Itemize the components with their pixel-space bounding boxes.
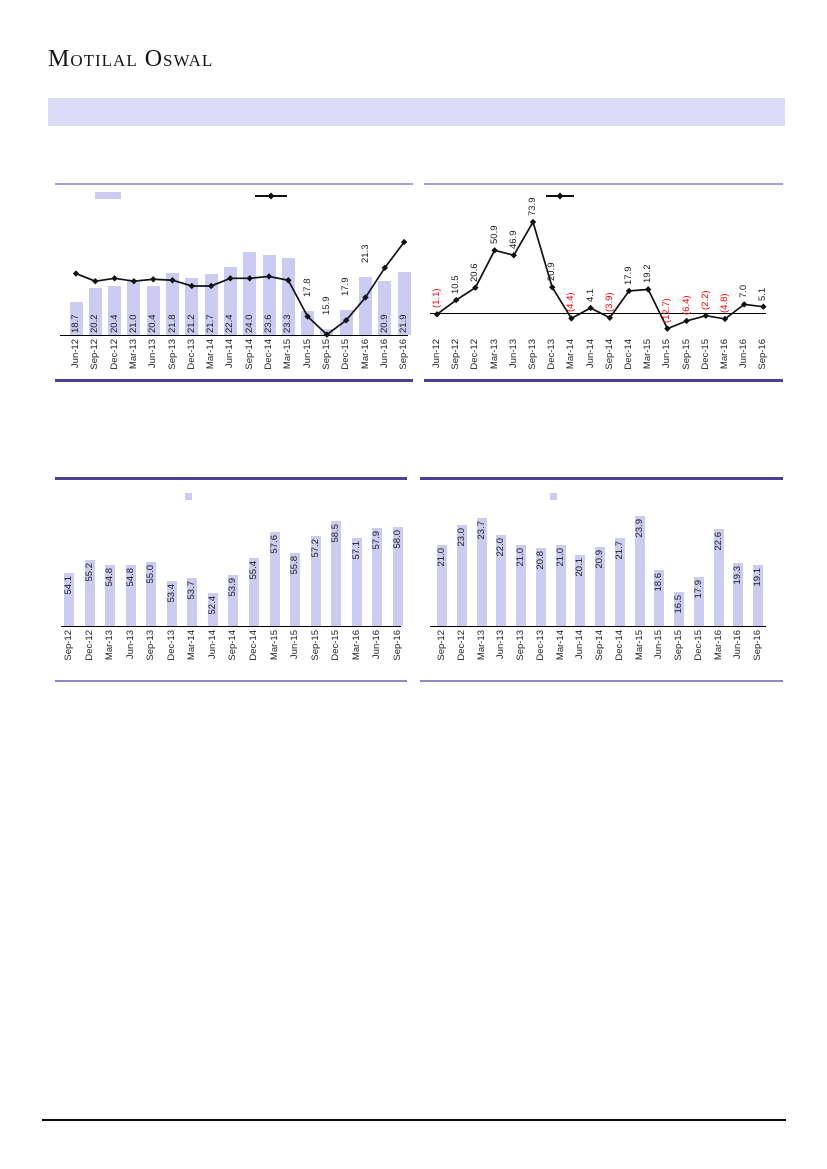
line-point-label: 19.2 [642, 264, 654, 284]
diamond-marker-icon [73, 270, 79, 276]
x-tick-label: Jun-16 [378, 339, 390, 369]
x-tick-label: Sep-12 [436, 630, 447, 661]
x-tick-label: Jun-14 [206, 630, 218, 660]
x-tick-label: Sep-13 [145, 630, 157, 661]
diamond-marker-icon [247, 275, 253, 281]
x-tick-label: Mar-14 [565, 339, 577, 370]
bar-value-label: 21.0 [515, 548, 526, 567]
x-tick-label: Mar-13 [488, 339, 500, 370]
chart-panel-bottom-right [420, 477, 783, 682]
bar-value-label: 22.6 [712, 532, 724, 551]
diamond-marker-icon [664, 325, 670, 331]
x-tick-label: Dec-13 [534, 630, 546, 661]
bar-value-label: 20.9 [378, 314, 390, 333]
bar-value-label: 58.0 [391, 529, 403, 549]
diamond-marker-icon [703, 313, 709, 319]
x-tick-label: Jun-13 [124, 630, 136, 660]
chart-panel-top-left [55, 183, 413, 382]
line-point-label: 20.9 [546, 262, 558, 282]
x-tick-label: Dec-14 [247, 630, 259, 661]
bar-value-label: 55.2 [83, 562, 95, 582]
x-axis-line [61, 626, 401, 627]
bar-value-label: 23.9 [633, 518, 645, 538]
x-tick-label: Jun-16 [738, 339, 750, 369]
bar-value-label: 57.2 [309, 539, 321, 558]
bar-value-label: 21.2 [185, 314, 197, 333]
x-tick-label: Sep-12 [63, 630, 74, 661]
diamond-marker-icon [491, 247, 497, 253]
x-tick-label: Sep-16 [757, 339, 769, 370]
x-tick-label: Jun-15 [289, 630, 301, 660]
x-tick-label: Sep-14 [227, 630, 239, 661]
x-tick-label: Dec-12 [108, 339, 120, 370]
x-tick-label: Dec-15 [340, 339, 352, 370]
line-point-label: 4.1 [584, 288, 596, 302]
bar-value-label: 20.9 [594, 549, 605, 568]
x-tick-label: Sep-13 [527, 339, 538, 370]
bar-value-label: 18.6 [653, 573, 665, 592]
line-point-label: 5.1 [757, 287, 769, 301]
x-tick-label: Dec-12 [455, 630, 467, 661]
x-tick-label: Mar-15 [642, 339, 654, 370]
diamond-marker-icon [683, 318, 689, 324]
bar-value-label: 21.7 [205, 314, 217, 333]
bar-value-label: 53.7 [186, 580, 198, 600]
bar-value-label: 57.1 [350, 540, 362, 559]
x-tick-label: Sep-16 [398, 339, 410, 370]
bar-value-label: 23.3 [282, 314, 294, 333]
diamond-marker-icon [587, 305, 593, 311]
bar-value-label: 17.8 [301, 278, 313, 297]
bar-value-label: 20.8 [534, 550, 546, 570]
x-tick-label: Jun-16 [371, 630, 383, 660]
x-tick-label: Sep-13 [515, 630, 526, 661]
x-axis-line [430, 626, 766, 627]
bar-value-label: 55.8 [289, 555, 301, 575]
footer-divider-line [42, 1119, 786, 1121]
bar-value-label: 21.9 [398, 314, 410, 333]
bar-value-label: 52.4 [206, 595, 218, 615]
bar-value-label: 20.1 [574, 557, 586, 577]
x-tick-label: Dec-13 [546, 339, 558, 370]
x-tick-label: Sep-16 [752, 630, 763, 661]
bar-value-label: 21.0 [127, 314, 139, 333]
x-tick-label: Jun-15 [653, 630, 665, 660]
x-tick-label: Mar-14 [205, 339, 217, 370]
bar-value-label: 17.9 [692, 580, 704, 599]
x-tick-label: Jun-16 [732, 630, 744, 660]
x-tick-label: Mar-13 [104, 630, 116, 661]
bar-value-label: 15.9 [320, 296, 332, 315]
bar-value-label: 21.8 [166, 314, 178, 333]
bar-value-label: 22.0 [495, 538, 507, 557]
line-point-label: 20.6 [469, 263, 481, 282]
line-series [424, 185, 783, 379]
x-tick-label: Dec-13 [165, 630, 177, 661]
x-tick-label: Mar-14 [554, 630, 566, 661]
x-tick-label: Jun-13 [147, 339, 159, 369]
x-tick-label: Dec-14 [623, 339, 634, 370]
bar-value-label: 58.5 [330, 523, 342, 543]
x-tick-label: Sep-15 [309, 630, 321, 661]
bar-value-label: 23.7 [475, 520, 487, 540]
line-point-label: (2.2) [699, 290, 711, 310]
bar-value-label: 22.4 [224, 314, 236, 333]
bar-value-label: 20.4 [108, 314, 120, 333]
x-tick-label: Mar-16 [719, 339, 730, 370]
company-logo: Motilal Oswal [48, 46, 214, 72]
line-point-label: 10.5 [450, 275, 462, 295]
x-tick-label: Jun-15 [301, 339, 313, 369]
bar-value-label: 17.9 [340, 277, 352, 296]
diamond-marker-icon [266, 273, 272, 279]
bar-value-label: 21.0 [436, 548, 447, 567]
line-series [55, 185, 413, 379]
line-point-label: (4.8) [719, 293, 730, 313]
diamond-marker-icon [189, 283, 195, 289]
x-tick-label: Mar-16 [712, 630, 724, 661]
x-tick-label: Mar-13 [127, 339, 139, 370]
plot-area [55, 185, 413, 379]
bar-value-label: 24.0 [243, 314, 255, 333]
bar-value-label: 55.4 [247, 560, 259, 580]
x-tick-label: Jun-12 [431, 339, 442, 369]
x-tick-label: Jun-13 [495, 630, 507, 660]
x-tick-label: Jun-15 [661, 339, 673, 369]
diamond-marker-icon [150, 276, 156, 282]
x-tick-label: Mar-16 [350, 630, 362, 661]
bar-value-label: 21.0 [554, 548, 566, 567]
bar-value-label: 16.5 [673, 594, 684, 614]
line-point-label: 73.9 [527, 197, 538, 217]
line-point-label: 7.0 [738, 285, 750, 299]
x-tick-label: Sep-12 [89, 339, 101, 370]
x-tick-label: Jun-14 [224, 339, 236, 369]
bar-value-label: 19.3 [732, 565, 744, 585]
diamond-marker-icon [227, 275, 233, 281]
bar-value-label: 57.6 [268, 534, 280, 554]
x-tick-label: Sep-14 [243, 339, 255, 370]
x-tick-label: Dec-14 [263, 339, 274, 370]
x-tick-label: Dec-15 [330, 630, 342, 661]
x-tick-label: Jun-14 [584, 339, 596, 369]
bar-value-label: 54.8 [104, 567, 116, 587]
bar-value-label: 23.6 [263, 314, 274, 333]
x-tick-label: Mar-16 [359, 339, 371, 370]
x-tick-label: Dec-15 [692, 630, 704, 661]
line-point-label: (1.1) [431, 288, 442, 309]
bar-value-label: 18.7 [70, 314, 81, 333]
chart-panel-top-right [424, 183, 783, 382]
plot-area [420, 480, 783, 680]
diamond-marker-icon [285, 277, 291, 283]
x-tick-label: Sep-15 [320, 339, 332, 370]
x-tick-label: Sep-12 [450, 339, 462, 370]
x-tick-label: Dec-13 [185, 339, 197, 370]
x-tick-label: Sep-16 [391, 630, 403, 661]
bar-value-label: 21.3 [359, 244, 371, 264]
x-tick-label: Mar-15 [282, 339, 294, 370]
x-tick-label: Sep-14 [594, 630, 605, 661]
diamond-marker-icon [208, 283, 214, 289]
bar-value-label: 20.4 [147, 314, 159, 333]
diamond-marker-icon [645, 286, 651, 292]
x-tick-label: Dec-12 [83, 630, 95, 661]
x-tick-label: Mar-15 [633, 630, 645, 661]
diamond-marker-icon [92, 278, 98, 284]
chart-panel-bottom-left [55, 477, 407, 682]
header-band [48, 98, 785, 126]
x-tick-label: Sep-13 [166, 339, 178, 370]
line-point-label: (12.7) [661, 297, 673, 323]
x-tick-label: Dec-14 [613, 630, 625, 661]
diamond-marker-icon [760, 304, 766, 310]
bar-value-label: 21.7 [613, 541, 625, 560]
bar-value-label: 54.8 [124, 567, 136, 587]
line-point-label: (3.9) [603, 292, 615, 312]
bar-value-label: 57.9 [371, 531, 383, 550]
line-point-label: 17.9 [623, 266, 634, 285]
x-tick-label: Mar-13 [475, 630, 487, 661]
plot-area [55, 480, 407, 680]
bar-value-label: 23.0 [455, 527, 467, 547]
x-tick-label: Sep-15 [673, 630, 684, 661]
x-tick-label: Dec-12 [469, 339, 481, 370]
line-point-label: 46.9 [507, 230, 519, 250]
x-tick-label: Jun-12 [70, 339, 81, 369]
line-point-label: (4.4) [565, 292, 577, 313]
diamond-marker-icon [111, 275, 117, 281]
bar-value-label: 53.9 [227, 578, 239, 597]
x-tick-label: Sep-15 [680, 339, 692, 370]
plot-area [424, 185, 783, 379]
x-tick-label: Jun-13 [507, 339, 519, 369]
bar-value-label: 55.0 [145, 565, 157, 584]
x-tick-label: Mar-14 [186, 630, 198, 661]
line-point-label: (6.4) [680, 295, 692, 315]
x-tick-label: Mar-15 [268, 630, 280, 661]
bar-value-label: 54.1 [63, 575, 74, 595]
x-tick-label: Sep-14 [603, 339, 615, 370]
bar-value-label: 20.2 [89, 314, 101, 333]
x-tick-label: Dec-15 [699, 339, 711, 370]
x-tick-label: Jun-14 [574, 630, 586, 660]
line-point-label: 50.9 [488, 225, 500, 245]
bar-value-label: 19.1 [752, 567, 763, 587]
bar-value-label: 53.4 [165, 584, 177, 603]
diamond-marker-icon [131, 278, 137, 284]
diamond-marker-icon [169, 277, 175, 283]
